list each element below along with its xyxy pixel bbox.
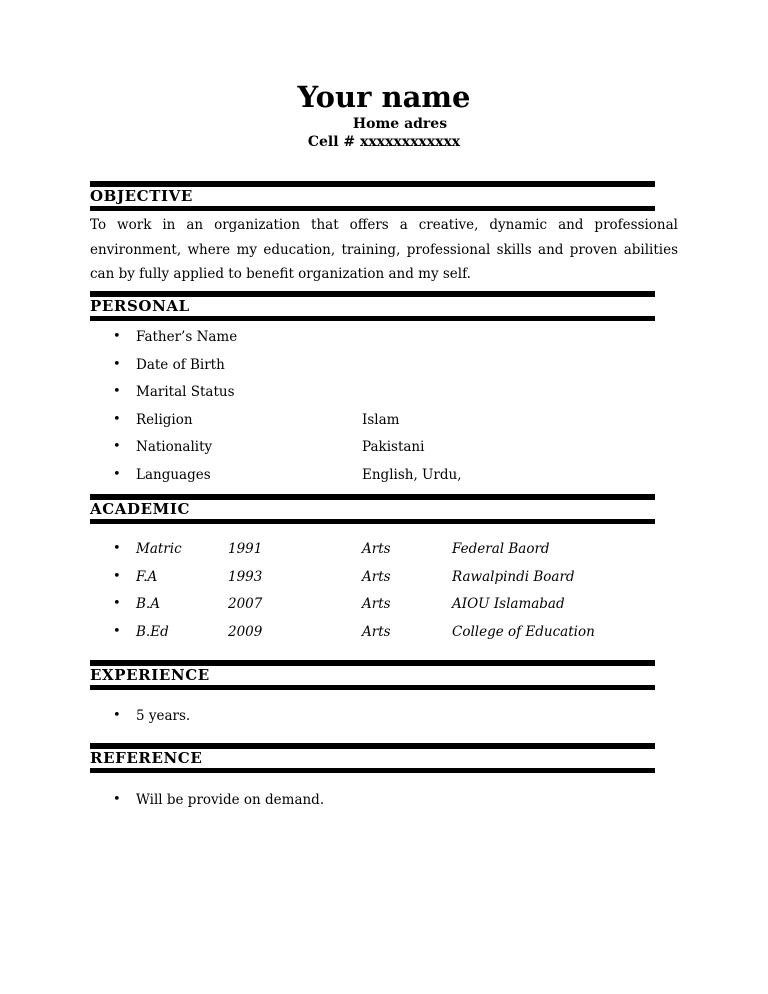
list-item — [90, 437, 690, 465]
experience-section-header — [90, 660, 655, 690]
experience-title: EXPERIENCE — [90, 666, 210, 684]
bullet-icon: • — [113, 356, 121, 372]
academic-board: Federal Baord — [452, 541, 550, 557]
table-row — [90, 594, 690, 622]
cell-number: Cell # xxxxxxxxxxxx — [307, 134, 461, 150]
list-item — [90, 706, 690, 734]
academic-field: Arts — [362, 623, 391, 640]
academic-section-header — [90, 494, 655, 524]
personal-title: PERSONAL — [90, 297, 190, 315]
personal-value: English, Urdu, — [362, 466, 462, 483]
academic-degree: F.A — [136, 568, 158, 585]
bullet-icon: • — [113, 384, 121, 400]
academic-list — [90, 539, 690, 649]
personal-label: Nationality — [136, 439, 213, 456]
academic-board: AIOU Islamabad — [452, 596, 565, 613]
reference-section-header — [90, 743, 655, 773]
personal-label: Father’s Name — [136, 329, 238, 345]
academic-degree: Matric — [136, 541, 182, 557]
personal-section-header — [90, 291, 655, 321]
table-row — [90, 567, 690, 595]
list-item — [90, 382, 690, 410]
academic-year: 2007 — [228, 596, 263, 613]
section-divider — [90, 206, 655, 211]
home-address: Home adres — [352, 116, 448, 132]
bullet-icon: • — [113, 466, 121, 482]
personal-value: Islam — [362, 411, 400, 428]
section-divider — [90, 768, 655, 773]
personal-label: Languages — [136, 466, 211, 483]
bullet-icon: • — [113, 541, 121, 556]
objective-title: OBJECTIVE — [90, 187, 193, 205]
section-divider — [90, 316, 655, 321]
list-item — [90, 465, 690, 493]
academic-field: Arts — [362, 568, 391, 585]
list-item — [90, 355, 690, 383]
academic-board: Rawalpindi Board — [452, 568, 575, 585]
reference-text: Will be provide on demand. — [136, 792, 325, 808]
academic-year: 1991 — [228, 541, 263, 557]
reference-list — [90, 790, 690, 818]
section-divider — [90, 685, 655, 690]
resume-name: Your name — [297, 80, 471, 114]
bullet-icon: • — [113, 792, 121, 807]
academic-degree: B.A — [136, 596, 160, 613]
list-item — [90, 790, 690, 818]
list-item — [90, 410, 690, 438]
objective-text: To work in an organization that offers a creative, dynamic and professional environment, where my education, training, professional skills and proven abilities can by fully applied to benefit organization and my self. — [90, 217, 678, 282]
academic-title: ACADEMIC — [90, 500, 191, 518]
personal-label: Date of Birth — [136, 356, 225, 373]
bullet-icon: • — [113, 439, 121, 455]
personal-label: Religion — [136, 411, 193, 428]
table-row — [90, 539, 690, 567]
bullet-icon: • — [113, 568, 121, 584]
academic-field: Arts — [362, 541, 391, 557]
experience-list — [90, 706, 690, 734]
bullet-icon: • — [113, 708, 121, 723]
personal-label: Marital Status — [136, 384, 235, 401]
bullet-icon: • — [113, 329, 121, 344]
academic-year: 2009 — [228, 623, 263, 640]
academic-degree: B.Ed — [136, 623, 169, 640]
bullet-icon: • — [113, 596, 121, 612]
academic-board: College of Education — [452, 623, 595, 640]
academic-year: 1993 — [228, 568, 263, 585]
section-divider — [90, 519, 655, 524]
objective-section-header — [90, 181, 655, 211]
bullet-icon: • — [113, 623, 121, 639]
personal-value: Pakistani — [362, 439, 425, 456]
bullet-icon: • — [113, 411, 121, 427]
table-row — [90, 622, 690, 650]
list-item — [90, 327, 690, 355]
experience-text: 5 years. — [136, 708, 191, 724]
personal-list — [90, 327, 690, 493]
academic-field: Arts — [362, 596, 391, 613]
reference-title: REFERENCE — [90, 749, 203, 767]
